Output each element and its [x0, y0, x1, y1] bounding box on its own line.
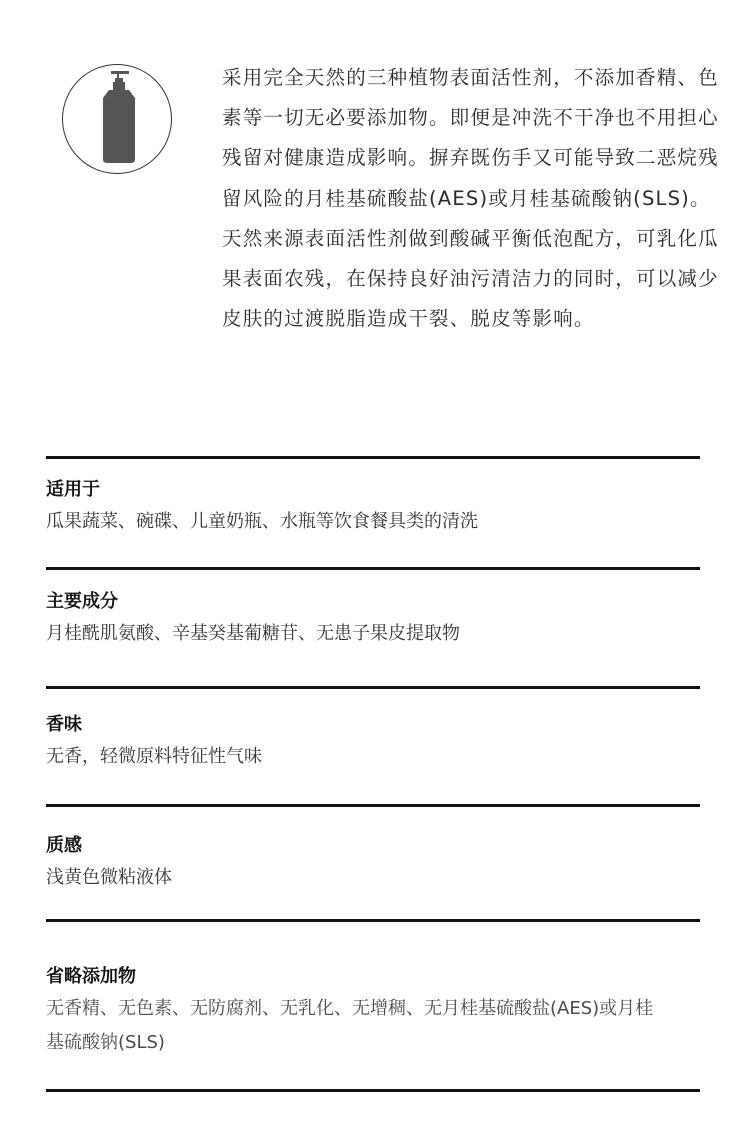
pump-bottle-icon: [62, 64, 172, 174]
section-body: 浅黄色微粘液体: [46, 867, 172, 888]
section-main-ingredients: [46, 589, 706, 651]
divider: [46, 804, 700, 807]
section-title: 香味: [46, 714, 82, 735]
section-body: 无香，轻微原料特征性气味: [46, 746, 262, 767]
intro-description: 采用完全天然的三种植物表面活性剂，不添加香精、色素等一切无必要添加物。即便是冲洗不干净也不用担心残留对健康造成影响。摒弃既伤手又可能导致二恶烷残留风险的月桂基硫酸盐(AES)或月桂基硫酸钠(SLS)。天然来源表面活性剂做到酸碱平衡低泡配方，可乳化瓜果表面农残，在保持良好油污清洁力的同时，可以减少皮肤的过渡脱脂造成干裂、脱皮等影响。: [222, 66, 719, 331]
section-title: 质感: [46, 835, 82, 856]
section-title: 主要成分: [46, 591, 118, 612]
section-body: 月桂酰肌氨酸、辛基癸基葡糖苷、无患子果皮提取物: [46, 623, 460, 644]
divider: [46, 919, 700, 922]
section-omitted-additives: [46, 964, 671, 1060]
section-body: 瓜果蔬菜、碗碟、儿童奶瓶、水瓶等饮食餐具类的清洗: [46, 511, 478, 532]
divider: [46, 456, 700, 459]
section-scent: [46, 712, 706, 774]
section-title: 适用于: [46, 479, 100, 500]
section-title: 省略添加物: [46, 966, 136, 987]
section-applicable-to: [46, 477, 706, 539]
divider: [46, 1089, 700, 1092]
divider: [46, 567, 700, 570]
section-body: 无香精、无色素、无防腐剂、无乳化、无增稠、无月桂基硫酸盐(AES)或月桂基硫酸钠(SLS): [46, 998, 654, 1053]
section-texture: [46, 833, 706, 895]
divider: [46, 686, 700, 689]
